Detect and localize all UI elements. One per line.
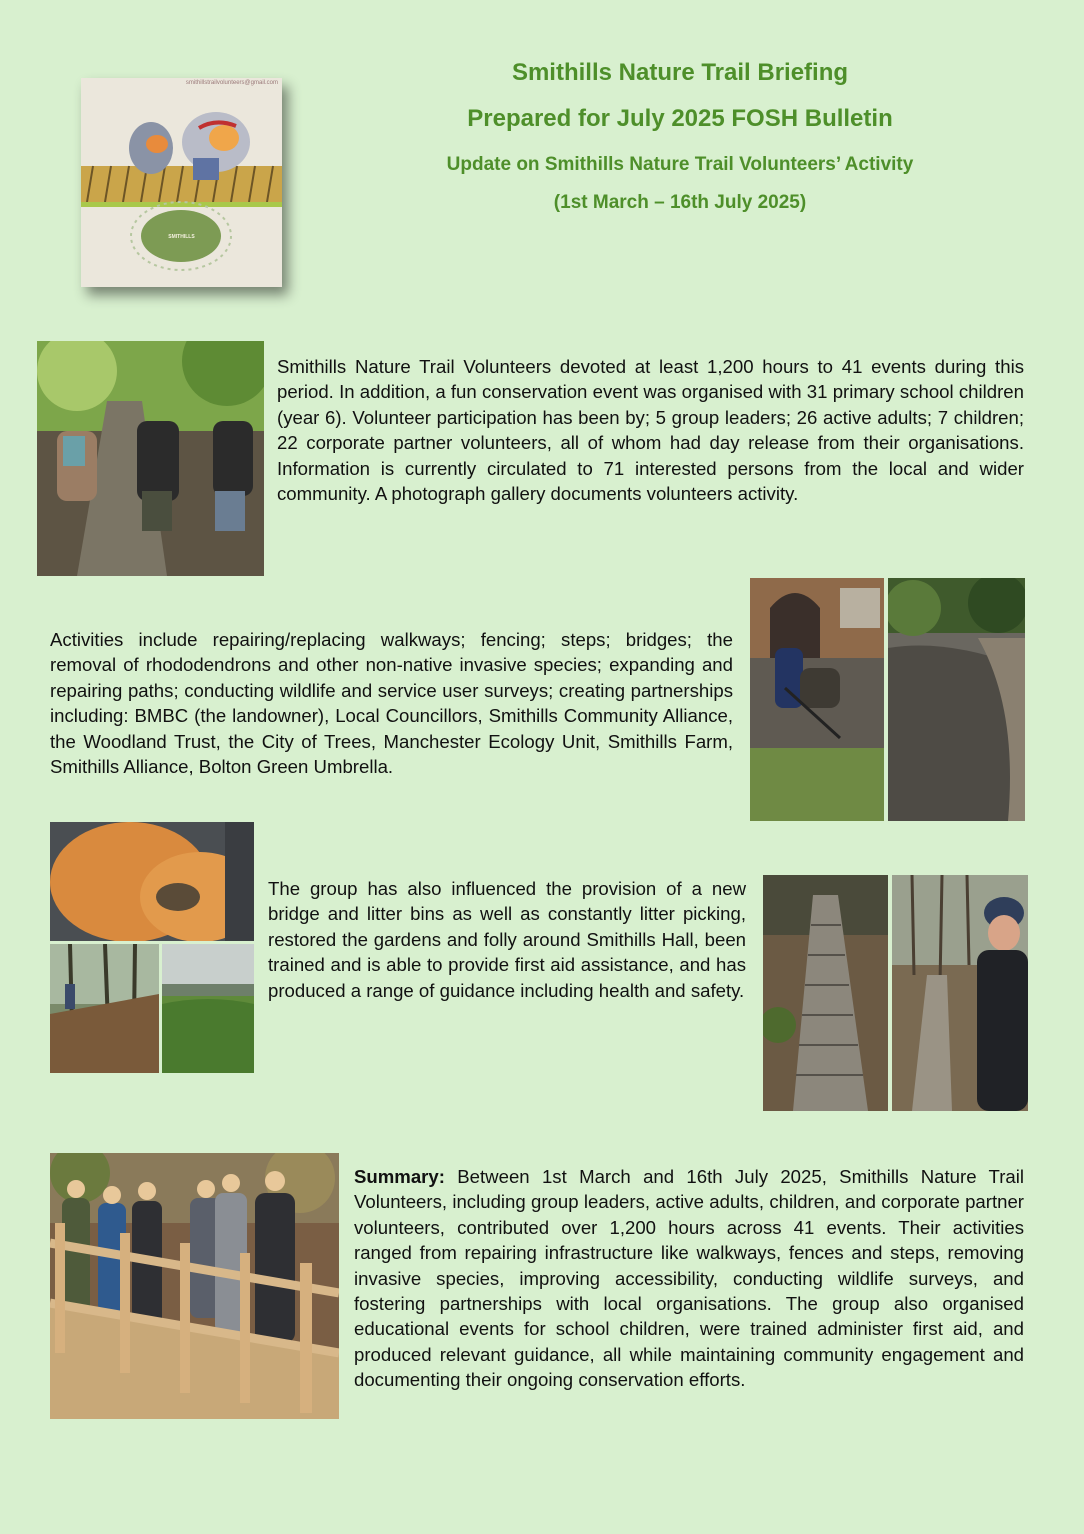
header	[380, 56, 980, 216]
summary-label: Summary:	[354, 1166, 445, 1187]
photo-frog-gloves-image	[50, 822, 254, 941]
photo-boardwalk	[763, 875, 888, 1111]
photo-hall-work-image	[750, 578, 884, 821]
photo-group-bridge	[50, 1153, 339, 1419]
photo-bracken-image	[162, 944, 254, 1073]
influence-paragraph: The group has also influenced the provision of a new bridge and litter bins as well as constantly litter picking, restored the gardens and folly around Smithills Hall, been trained and is able to provide first aid assistance, and has produced a range of guidance including health and safety.	[268, 878, 746, 1001]
photo-forest-path	[50, 944, 159, 1073]
logo-email: smithillstrailvolunteers@gmail.com	[185, 80, 278, 86]
page-title: Smithills Nature Trail Briefing	[511, 59, 849, 86]
photo-gravel-path-image	[888, 578, 1025, 821]
page-subtitle: Prepared for July 2025 FOSH Bulletin	[467, 105, 893, 132]
photo-hall-work	[750, 578, 884, 821]
summary-text: Between 1st March and 16th July 2025, Smithills Nature Trail Volunteers, including group leaders, active adults, children, and corporate partner volunteers, contributed over 1,200 hours across 41 events. Their activities ranged from repairing infrastructure like walkways, fences and steps, removing invasive species, improving accessibility, conducting wildlife surveys, and fostering partnerships with local organisations. The group also organised educational events for school children, were trained administer first aid, and produced relevant guidance, all while maintaining community engagement and documenting their ongoing conservation efforts.	[354, 1166, 1024, 1391]
photo-volunteers-steps	[37, 341, 264, 576]
date-range: (1st March – 16th July 2025)	[553, 192, 807, 213]
photo-group-bridge-image	[50, 1153, 339, 1419]
photo-volunteers-steps-image	[37, 341, 264, 576]
photo-gravel-path	[888, 578, 1025, 821]
photo-volunteer-portrait	[892, 875, 1028, 1111]
summary-paragraph	[354, 1164, 1024, 1393]
photo-boardwalk-image	[763, 875, 888, 1111]
logo-badge-text: SMITHILLS	[168, 234, 195, 240]
photo-volunteer-portrait-image	[892, 875, 1028, 1111]
activities-paragraph: Activities include repairing/replacing walkways; fencing; steps; bridges; the removal of rhododendrons and other non-native invasive species; expanding and repairing paths; conducting wildlife and service user surveys; creating partnerships including: BMBC (the landowner), Local Councillors, Smithills Community Alliance, the Woodland Trust, the City of Trees, Manchester Ecology Unit, Smithills Farm, Smithills Alliance, Bolton Green Umbrella.	[50, 629, 733, 778]
logo-artwork	[81, 78, 282, 287]
photo-bracken	[162, 944, 254, 1073]
photo-frog-gloves	[50, 822, 254, 941]
intro-paragraph: Smithills Nature Trail Volunteers devoted at least 1,200 hours to 41 events during this period. In addition, a fun conservation event was organised with 31 primary school children (year 6). Volunteer participation has been by; 5 group leaders; 26 active adults; 7 children; 22 corporate partner volunteers, all of whom had day release from their organisations. Information is currently circulated to 71 interested persons from the local and wider community. A photograph gallery documents volunteers activity.	[277, 356, 1024, 505]
volunteers-logo	[81, 78, 282, 287]
photo-forest-path-image	[50, 944, 159, 1073]
update-heading: Update on Smithills Nature Trail Volunteers’ Activity	[446, 154, 914, 175]
